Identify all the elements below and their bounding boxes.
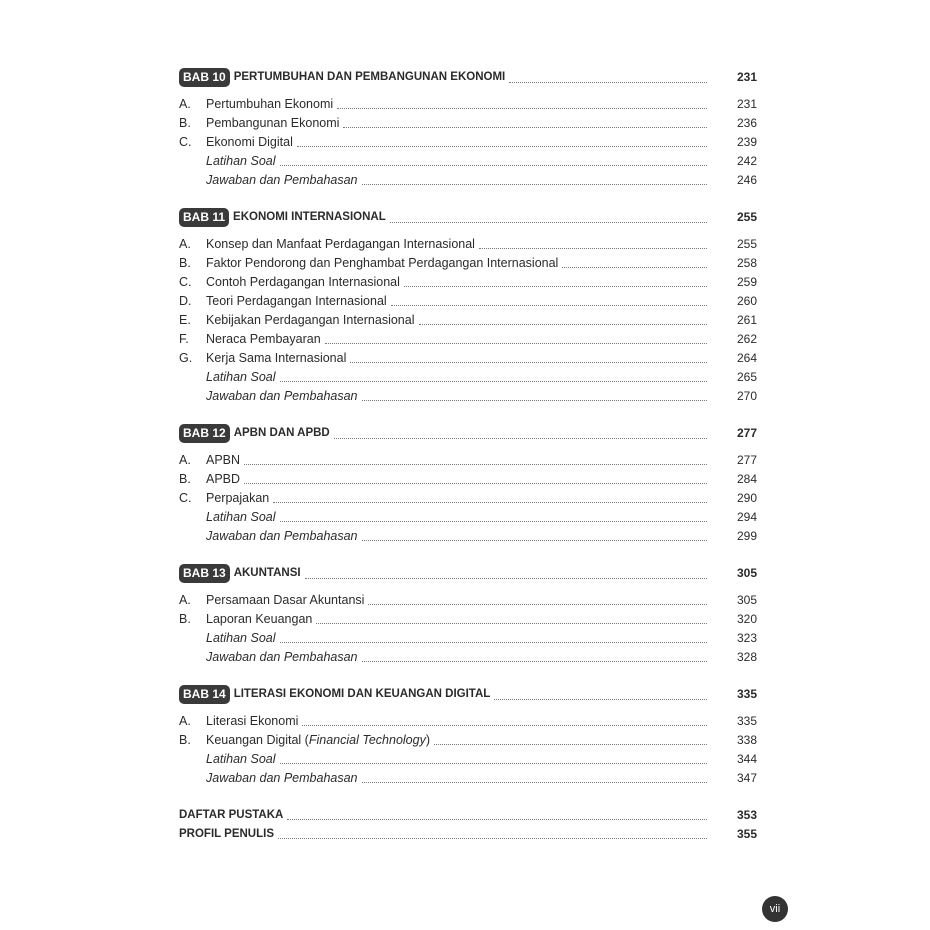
dot-leader bbox=[434, 734, 707, 745]
entry-title: Jawaban dan Pembahasan bbox=[206, 172, 358, 187]
dot-leader bbox=[368, 594, 707, 605]
entry-title: Teori Perdagangan Internasional bbox=[206, 293, 387, 308]
chapter-badge: BAB 14 bbox=[179, 685, 230, 704]
entry-page: 320 bbox=[736, 611, 757, 626]
entry-letter: A. bbox=[179, 592, 191, 607]
dot-leader bbox=[302, 715, 707, 726]
chapter-badge: BAB 13 bbox=[179, 564, 230, 583]
entry-page: 260 bbox=[736, 293, 757, 308]
dot-leader bbox=[419, 314, 708, 325]
toc-entry[interactable] bbox=[179, 469, 757, 488]
toc-entry[interactable] bbox=[179, 526, 757, 545]
chapter-title: LITERASI EKONOMI DAN KEUANGAN DIGITAL bbox=[233, 688, 491, 700]
entry-title: Jawaban dan Pembahasan bbox=[206, 388, 358, 403]
toc-entry[interactable] bbox=[179, 94, 757, 113]
dot-leader bbox=[343, 117, 707, 128]
entry-page: 299 bbox=[736, 528, 757, 543]
entry-title: Faktor Pendorong dan Penghambat Perdagangan Internasional bbox=[206, 255, 559, 270]
dot-leader bbox=[273, 492, 707, 503]
entry-page: 265 bbox=[736, 369, 757, 384]
dot-leader bbox=[390, 212, 707, 223]
chapter-badge: BAB 12 bbox=[179, 424, 230, 443]
toc-entry[interactable] bbox=[179, 310, 757, 329]
dot-leader bbox=[509, 72, 707, 83]
dot-leader bbox=[287, 809, 707, 820]
entry-letter: B. bbox=[179, 732, 191, 747]
entry-letter: B. bbox=[179, 255, 191, 270]
entry-letter: A. bbox=[179, 96, 191, 111]
toc-entry[interactable] bbox=[179, 132, 757, 151]
entry-letter: D. bbox=[179, 293, 192, 308]
toc-entry[interactable] bbox=[179, 628, 757, 647]
dot-leader bbox=[362, 651, 707, 662]
entry-title: Neraca Pembayaran bbox=[206, 331, 321, 346]
entry-title: Latihan Soal bbox=[206, 630, 276, 645]
toc-entry[interactable] bbox=[179, 609, 757, 628]
entry-page: 328 bbox=[736, 649, 757, 664]
entry-page: 258 bbox=[736, 255, 757, 270]
entry-page: 347 bbox=[736, 770, 757, 785]
dot-leader bbox=[362, 390, 707, 401]
toc-entry[interactable] bbox=[179, 507, 757, 526]
chapter-items bbox=[179, 590, 757, 666]
dot-leader bbox=[244, 473, 707, 484]
entry-page: 344 bbox=[736, 751, 757, 766]
entry-letter: F. bbox=[179, 331, 189, 346]
entry-title: Jawaban dan Pembahasan bbox=[206, 528, 358, 543]
toc-entry[interactable] bbox=[179, 253, 757, 272]
italic-term: Financial Technology bbox=[308, 732, 426, 747]
chapter-items bbox=[179, 94, 757, 189]
end-section-page: 353 bbox=[736, 807, 757, 822]
chapter-title: AKUNTANSI bbox=[233, 567, 301, 579]
toc-entry[interactable] bbox=[179, 113, 757, 132]
dot-leader bbox=[404, 276, 707, 287]
toc-entry[interactable] bbox=[179, 272, 757, 291]
entry-page: 262 bbox=[736, 331, 757, 346]
chapter-items bbox=[179, 450, 757, 545]
toc-entry[interactable] bbox=[179, 590, 757, 609]
chapter-heading[interactable] bbox=[179, 423, 757, 443]
toc-entry[interactable] bbox=[179, 450, 757, 469]
entry-page: 294 bbox=[736, 509, 757, 524]
chapter-heading[interactable] bbox=[179, 207, 757, 227]
end-section[interactable] bbox=[179, 805, 757, 824]
dot-leader bbox=[337, 98, 707, 109]
toc-entry[interactable] bbox=[179, 730, 757, 749]
chapter-heading[interactable] bbox=[179, 563, 757, 583]
entry-title: APBN bbox=[206, 452, 241, 467]
entry-title: Kebijakan Perdagangan Internasional bbox=[206, 312, 415, 327]
entry-page: 246 bbox=[736, 172, 757, 187]
entry-title: Latihan Soal bbox=[206, 153, 276, 168]
chapter-heading[interactable] bbox=[179, 67, 757, 87]
toc-entry[interactable] bbox=[179, 768, 757, 787]
entry-page: 290 bbox=[736, 490, 757, 505]
entry-title: Keuangan Digital (Financial Technology) bbox=[206, 732, 431, 747]
entry-letter: C. bbox=[179, 274, 192, 289]
chapter-title: EKONOMI INTERNASIONAL bbox=[233, 211, 386, 223]
toc-entry[interactable] bbox=[179, 348, 757, 367]
entry-title: Contoh Perdagangan Internasional bbox=[206, 274, 400, 289]
chapter-items bbox=[179, 711, 757, 787]
chapter-title: APBN DAN APBD bbox=[233, 427, 330, 439]
entry-page: 335 bbox=[736, 713, 757, 728]
table-of-contents bbox=[179, 67, 757, 843]
entry-letter: C. bbox=[179, 134, 192, 149]
entry-title: Pembangunan Ekonomi bbox=[206, 115, 340, 130]
end-section-title: PROFIL PENULIS bbox=[179, 827, 274, 840]
dot-leader bbox=[479, 238, 707, 249]
chapter-page: 335 bbox=[736, 687, 757, 701]
entry-page: 239 bbox=[736, 134, 757, 149]
entry-page: 305 bbox=[736, 592, 757, 607]
dot-leader bbox=[362, 772, 707, 783]
dot-leader bbox=[494, 689, 707, 700]
chapter-items bbox=[179, 234, 757, 405]
entry-page: 338 bbox=[736, 732, 757, 747]
toc-entry[interactable] bbox=[179, 488, 757, 507]
toc-entry[interactable] bbox=[179, 386, 757, 405]
entry-title: Persamaan Dasar Akuntansi bbox=[206, 592, 365, 607]
entry-letter: A. bbox=[179, 713, 191, 728]
entry-page: 284 bbox=[736, 471, 757, 486]
entry-page: 236 bbox=[736, 115, 757, 130]
dot-leader bbox=[280, 632, 707, 643]
toc-entry[interactable] bbox=[179, 749, 757, 768]
entry-title: Latihan Soal bbox=[206, 369, 276, 384]
end-section-title: DAFTAR PUSTAKA bbox=[179, 808, 284, 821]
chapter-badge: BAB 10 bbox=[179, 68, 230, 87]
entry-title: Literasi Ekonomi bbox=[206, 713, 299, 728]
dot-leader bbox=[334, 428, 707, 439]
entry-page: 231 bbox=[736, 96, 757, 111]
dot-leader bbox=[316, 613, 707, 624]
dot-leader bbox=[280, 753, 707, 764]
entry-page: 323 bbox=[736, 630, 757, 645]
dot-leader bbox=[244, 454, 707, 465]
toc-entry[interactable] bbox=[179, 234, 757, 253]
chapter-badge: BAB 11 bbox=[179, 208, 229, 227]
entry-letter: B. bbox=[179, 471, 191, 486]
entry-title: Ekonomi Digital bbox=[206, 134, 293, 149]
dot-leader bbox=[562, 257, 707, 268]
entry-page: 277 bbox=[736, 452, 757, 467]
dot-leader bbox=[350, 352, 707, 363]
toc-entry[interactable] bbox=[179, 367, 757, 386]
toc-entry[interactable] bbox=[179, 329, 757, 348]
dot-leader bbox=[280, 155, 707, 166]
chapter-page: 277 bbox=[736, 426, 757, 440]
toc-entry[interactable] bbox=[179, 647, 757, 666]
entry-page: 259 bbox=[736, 274, 757, 289]
chapter-page: 255 bbox=[736, 210, 757, 224]
toc-entry[interactable] bbox=[179, 170, 757, 189]
dot-leader bbox=[280, 371, 707, 382]
dot-leader bbox=[325, 333, 707, 344]
chapter-page: 231 bbox=[736, 70, 757, 84]
entry-title: Pertumbuhan Ekonomi bbox=[206, 96, 334, 111]
entry-title: Perpajakan bbox=[206, 490, 270, 505]
entry-letter: B. bbox=[179, 115, 191, 130]
dot-leader bbox=[280, 511, 707, 522]
entry-title: Jawaban dan Pembahasan bbox=[206, 770, 358, 785]
entry-page: 255 bbox=[736, 236, 757, 251]
entry-page: 270 bbox=[736, 388, 757, 403]
dot-leader bbox=[278, 828, 707, 839]
entry-letter: G. bbox=[179, 350, 193, 365]
entry-title: Jawaban dan Pembahasan bbox=[206, 649, 358, 664]
entry-title: Latihan Soal bbox=[206, 751, 276, 766]
chapter-title: PERTUMBUHAN DAN PEMBANGUNAN EKONOMI bbox=[233, 71, 506, 83]
entry-letter: A. bbox=[179, 452, 191, 467]
entry-title: Latihan Soal bbox=[206, 509, 276, 524]
entry-title: Kerja Sama Internasional bbox=[206, 350, 347, 365]
dot-leader bbox=[362, 530, 707, 541]
entry-letter: C. bbox=[179, 490, 192, 505]
entry-letter: E. bbox=[179, 312, 191, 327]
dot-leader bbox=[391, 295, 707, 306]
dot-leader bbox=[362, 174, 707, 185]
page-number-badge: vii bbox=[762, 896, 788, 922]
entry-page: 242 bbox=[736, 153, 757, 168]
entry-letter: A. bbox=[179, 236, 191, 251]
end-section[interactable] bbox=[179, 824, 757, 843]
end-section-page: 355 bbox=[736, 826, 757, 841]
chapter-heading[interactable] bbox=[179, 684, 757, 704]
toc-entry[interactable] bbox=[179, 711, 757, 730]
dot-leader bbox=[297, 136, 707, 147]
entry-page: 264 bbox=[736, 350, 757, 365]
entry-title: Konsep dan Manfaat Perdagangan Internasional bbox=[206, 236, 475, 251]
chapter-page: 305 bbox=[736, 566, 757, 580]
entry-page: 261 bbox=[736, 312, 757, 327]
entry-title: APBD bbox=[206, 471, 241, 486]
toc-entry[interactable] bbox=[179, 151, 757, 170]
entry-letter: B. bbox=[179, 611, 191, 626]
dot-leader bbox=[305, 568, 707, 579]
entry-title: Laporan Keuangan bbox=[206, 611, 313, 626]
toc-entry[interactable] bbox=[179, 291, 757, 310]
